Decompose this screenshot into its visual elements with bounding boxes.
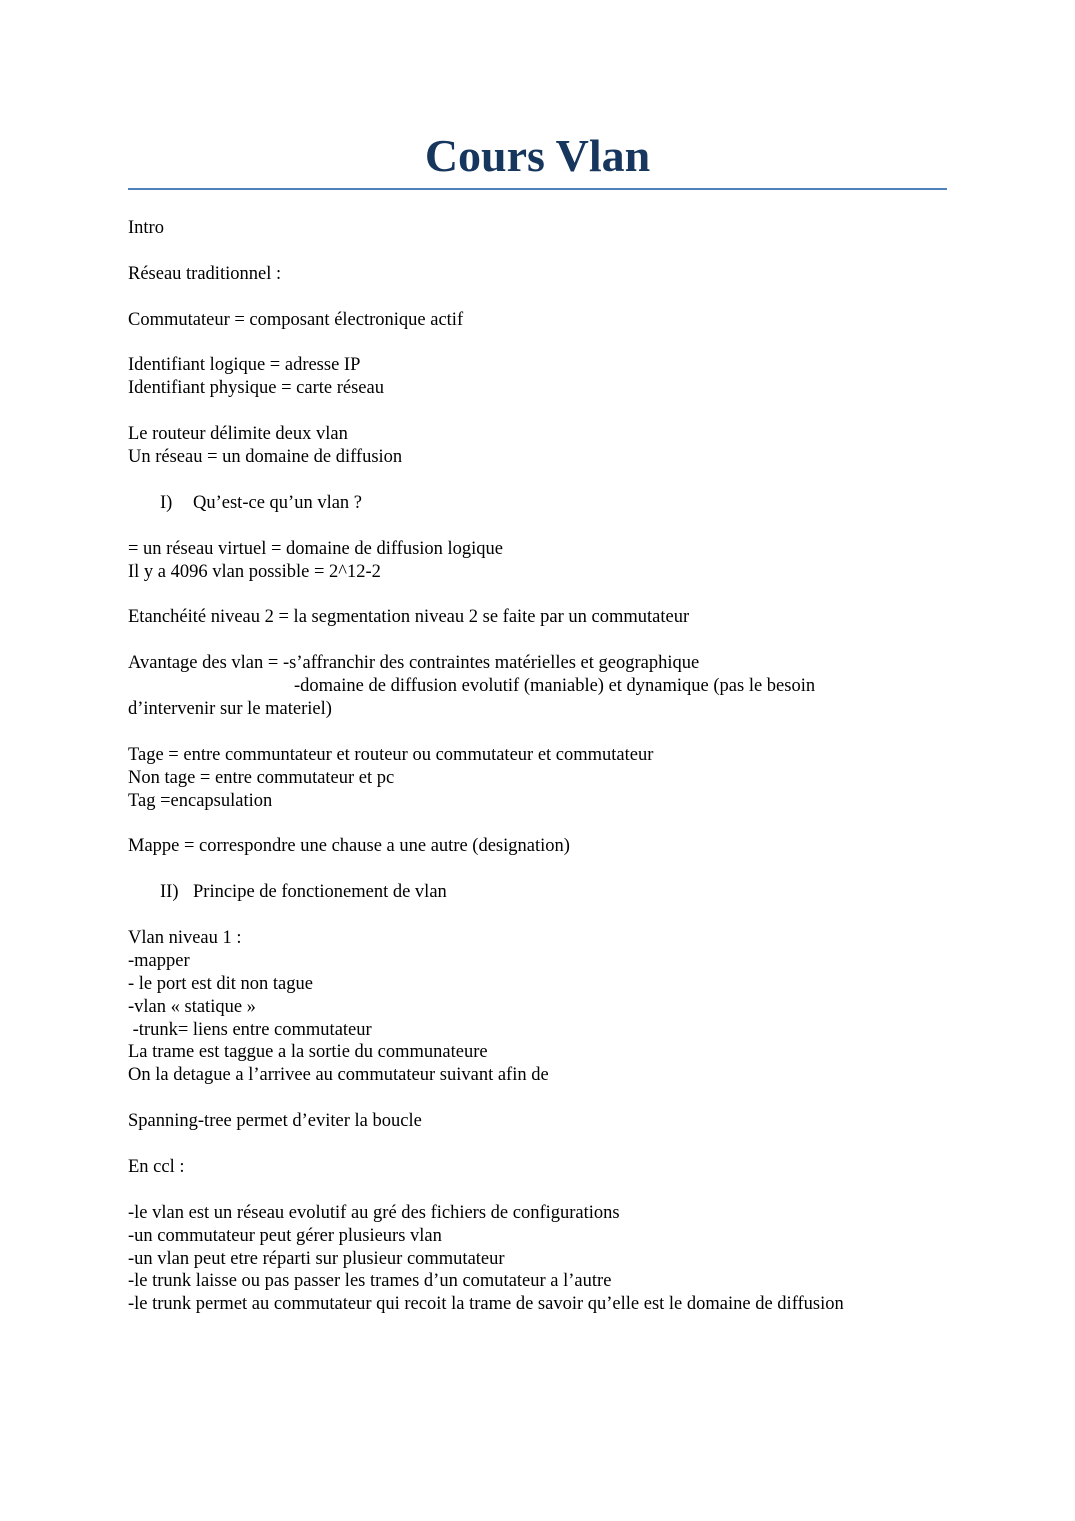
conclusion-line: -un vlan peut etre réparti sur plusieur commutateur bbox=[128, 1248, 505, 1269]
line-vlan-statique: -vlan « statique » bbox=[128, 996, 256, 1017]
line-avantage-2: -domaine de diffusion evolutif (maniable) et dynamique (pas le besoin bbox=[294, 676, 816, 696]
line-routeur: Le routeur délimite deux vlan bbox=[128, 424, 348, 445]
document-body bbox=[128, 217, 947, 1316]
line-identifiant-logique: Identifiant logique = adresse IP bbox=[128, 355, 361, 376]
section-number-1: I) bbox=[160, 492, 173, 513]
line-tage: Tage = entre communtateur et routeur ou commutateur et commutateur bbox=[128, 744, 654, 765]
conclusion-line: -un commutateur peut gérer plusieurs vlan bbox=[128, 1225, 442, 1246]
document-title: Cours Vlan bbox=[424, 130, 651, 181]
line-reseau-virtuel: = un réseau virtuel = domaine de diffusion logique bbox=[128, 538, 504, 559]
line-vlan-niveau: Vlan niveau 1 : bbox=[128, 927, 242, 948]
line-port-non-tague: - le port est dit non tague bbox=[128, 973, 313, 994]
line-vlan-possible: Il y a 4096 vlan possible = 2^12-2 bbox=[128, 561, 381, 582]
section-label-2: Principe de fonctionement de vlan bbox=[193, 882, 447, 903]
line-identifiant-physique: Identifiant physique = carte réseau bbox=[128, 378, 384, 399]
line-non-tage: Non tage = entre commutateur et pc bbox=[128, 767, 395, 788]
conclusion-line: -le trunk laisse ou pas passer les trames d’un comutateur a l’autre bbox=[128, 1271, 612, 1292]
paragraph-intro: Intro bbox=[128, 218, 164, 238]
section-number-2: II) bbox=[160, 882, 179, 903]
paragraph-spanning-tree: Spanning-tree permet d’eviter la boucle bbox=[128, 1111, 422, 1132]
paragraph-mappe: Mappe = correspondre une chause a une autre (designation) bbox=[128, 836, 570, 857]
line-avantage-1: Avantage des vlan = -s’affranchir des contraintes matérielles et geographique bbox=[128, 653, 700, 674]
paragraph-etancheite: Etanchéité niveau 2 = la segmentation niveau 2 se faite par un commutateur bbox=[128, 607, 690, 628]
line-un-reseau: Un réseau = un domaine de diffusion bbox=[128, 447, 403, 467]
section-label-1: Qu’est-ce qu’un vlan ? bbox=[193, 492, 363, 513]
line-trunk: -trunk= liens entre commutateur bbox=[128, 1019, 372, 1040]
line-tag: Tag =encapsulation bbox=[128, 790, 273, 811]
paragraph-commutateur: Commutateur = composant électronique actif bbox=[128, 309, 464, 330]
paragraph-reseau-traditionnel: Réseau traditionnel : bbox=[128, 263, 282, 284]
title-underline bbox=[128, 188, 947, 190]
line-detague: On la detague a l’arrivee au commutateur suivant afin de bbox=[128, 1065, 549, 1086]
section-heading-1 bbox=[128, 492, 947, 515]
conclusion-line: -le trunk permet au commutateur qui recoit la trame de savoir qu’elle est le domaine de diffusion bbox=[128, 1294, 844, 1315]
section-heading-2 bbox=[128, 881, 947, 904]
line-trame-taggue: La trame est taggue a la sortie du communateure bbox=[128, 1042, 488, 1063]
paragraph-en-ccl: En ccl : bbox=[128, 1156, 185, 1177]
line-mapper: -mapper bbox=[128, 950, 190, 971]
conclusion-line: -le vlan est un réseau evolutif au gré des fichiers de configurations bbox=[128, 1202, 620, 1223]
line-avantage-3: d’intervenir sur le materiel) bbox=[128, 698, 332, 719]
